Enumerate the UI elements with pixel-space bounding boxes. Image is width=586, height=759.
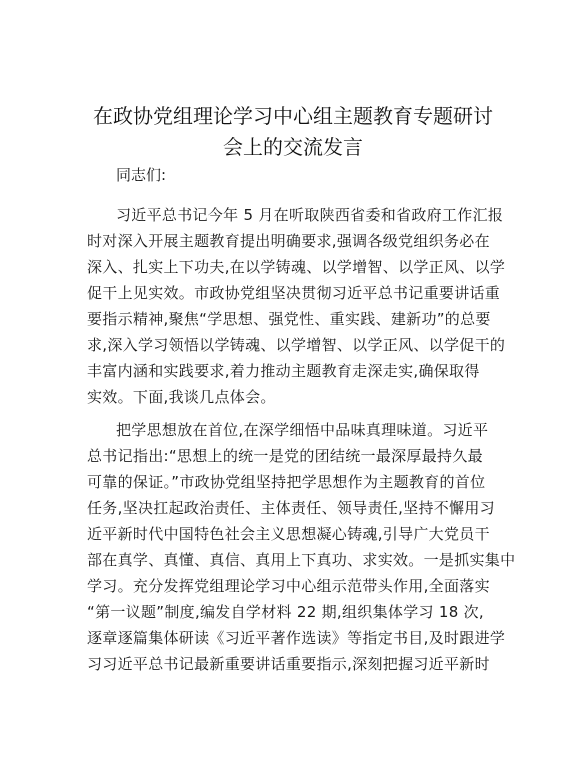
paragraph-line: 深入、扎实上下功夫,在以学铸魂、以学增智、以学正风、以学 <box>87 258 506 276</box>
document-title-line-1: 在政协党组理论学习中心组主题教育专题研讨 <box>93 104 493 128</box>
paragraph-line: 近平新时代中国特色社会主义思想凝心铸魂,引导广大党员干 <box>87 525 490 543</box>
paragraph-line: 要指示精神,聚焦“学思想、强党性、重实践、建新功”的总要 <box>87 310 491 328</box>
salutation: 同志们: <box>116 166 167 184</box>
paragraph-line: “第一议题”制度,编发自学材料 22 期,组织集体学习 18 次, <box>87 603 484 621</box>
paragraph-line: 时对深入开展主题教育提出明确要求,强调各级党组织务必在 <box>87 232 490 250</box>
paragraph-line: 可靠的保证。”市政协党组坚持把学思想作为主题教育的首位 <box>87 473 486 491</box>
paragraph-line: 促干上见实效。市政协党组坚决贯彻习近平总书记重要讲话重 <box>87 284 501 302</box>
paragraph-line: 部在真学、真懂、真信、真用上下真功、求实效。一是抓实集中 <box>87 551 516 569</box>
paragraph-line: 总书记指出:“思想上的统一是党的团结统一最深厚最持久最 <box>87 447 483 465</box>
paragraph-line: 把学思想放在首位,在深学细悟中品味真理味道。习近平 <box>116 421 489 439</box>
paragraph-line: 实效。下面,我谈几点体会。 <box>87 388 276 406</box>
paragraph-line: 习习近平总书记最新重要讲话重要指示,深刻把握习近平新时 <box>87 655 490 673</box>
paragraph-line: 丰富内涵和实践要求,着力推动主题教育走深走实,确保取得 <box>87 362 480 380</box>
paragraph-line: 逐章逐篇集体研读《习近平著作选读》等指定书目,及时跟进学 <box>87 629 506 647</box>
paragraph-line: 求,深入学习领悟以学铸魂、以学增智、以学正风、以学促干的 <box>87 336 506 354</box>
paragraph-line: 习近平总书记今年 5 月在听取陕西省委和省政府工作汇报 <box>116 206 504 224</box>
document-title-line-2: 会上的交流发言 <box>223 135 363 159</box>
paragraph-line: 学习。充分发挥党组理论学习中心组示范带头作用,全面落实 <box>87 577 490 595</box>
paragraph-line: 任务,坚决扛起政治责任、主体责任、领导责任,坚持不懈用习 <box>87 499 495 517</box>
